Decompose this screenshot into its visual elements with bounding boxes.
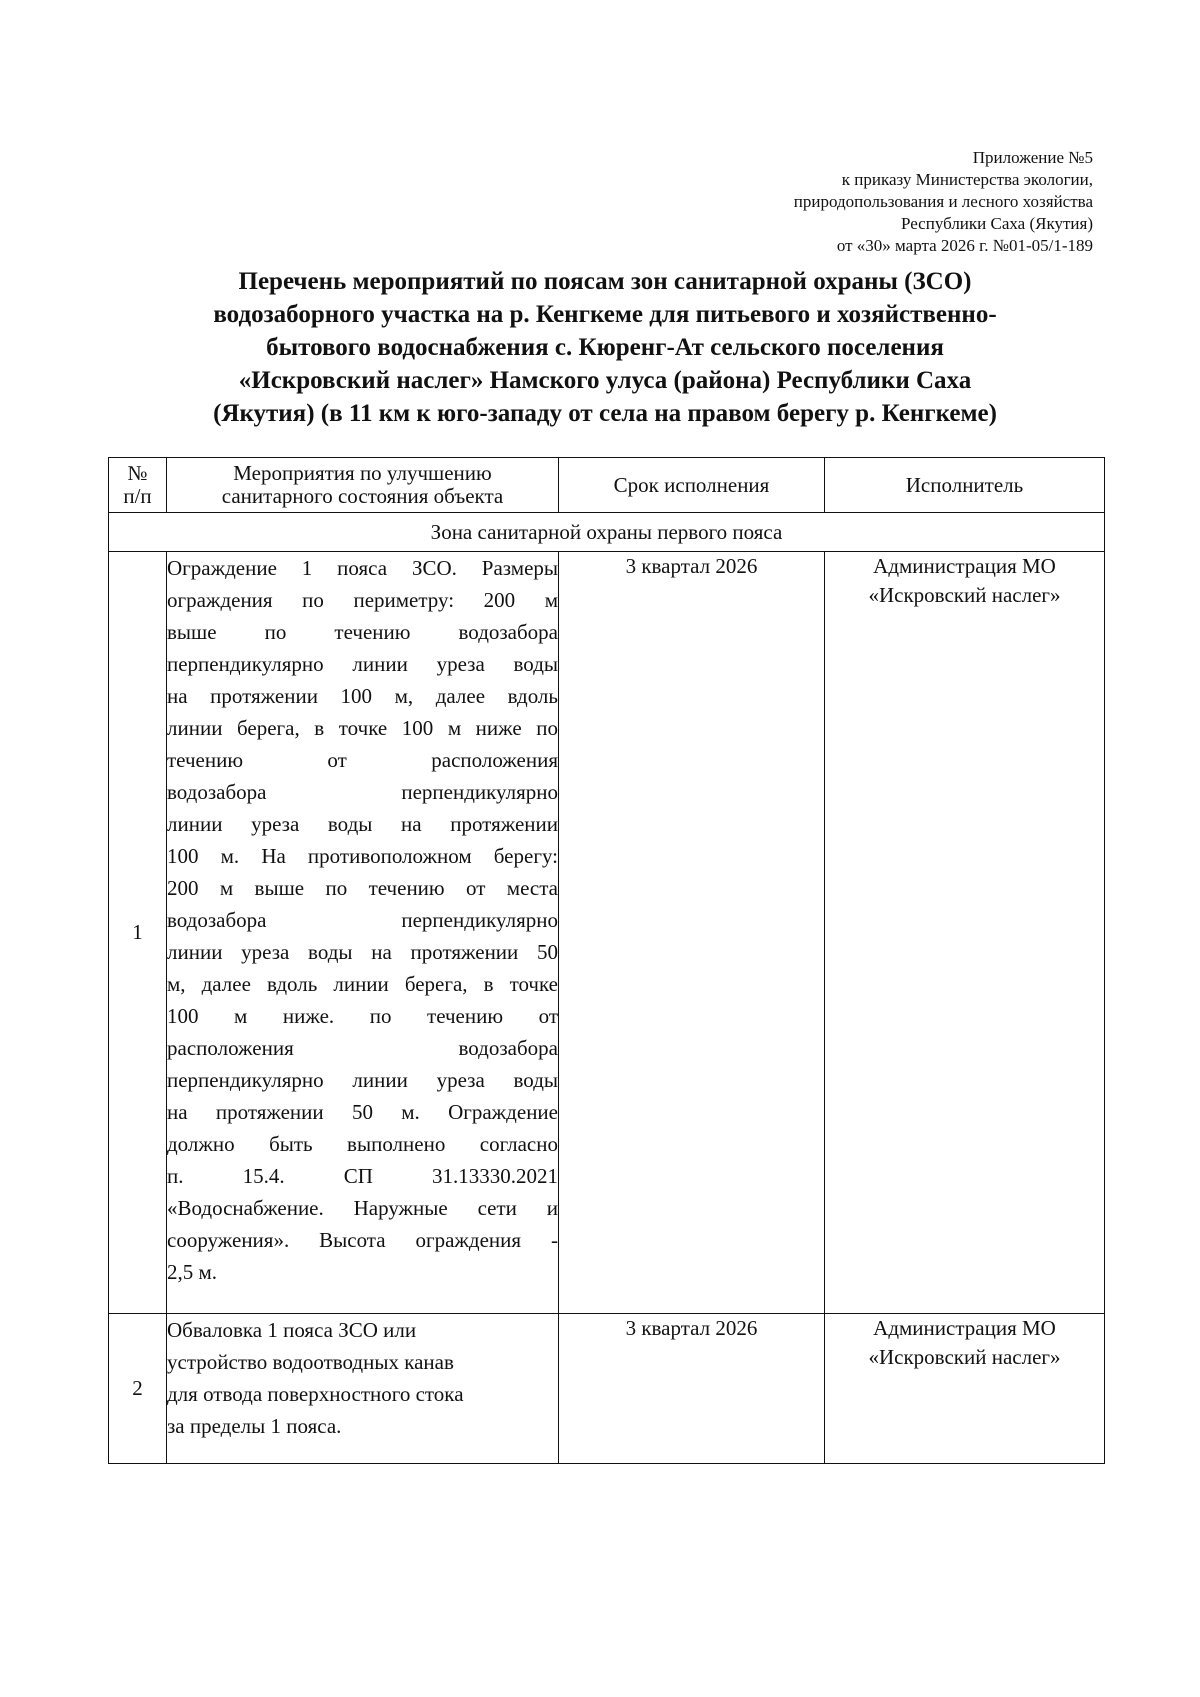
measure-text-line: перпендикулярно линии уреза воды <box>167 652 558 676</box>
row-number: 2 <box>109 1314 167 1464</box>
measure-text-line: для отвода поверхностного стока <box>167 1382 464 1406</box>
measure-text-line: течению от расположения <box>167 748 558 772</box>
measure-text-line: «Водоснабжение. Наружные сети и <box>167 1196 558 1220</box>
document-title <box>110 265 1100 430</box>
measure-text-line: Обваловка 1 пояса ЗСО или <box>167 1318 417 1342</box>
measure-text-line: ограждения по периметру: 200 м <box>167 588 558 612</box>
header-term: Срок исполнения <box>559 458 825 513</box>
measure-text-line: на протяжении 50 м. Ограждение <box>167 1100 558 1124</box>
row-executor-line: Администрация МО <box>873 554 1056 578</box>
measure-text-line: сооружения». Высота ограждения - <box>167 1228 558 1252</box>
title-line: (Якутия) (в 11 км к юго-западу от села на правом берегу р. Кенгкеме) <box>213 400 997 427</box>
measure-text-line: перпендикулярно линии уреза воды <box>167 1068 558 1092</box>
measure-text-line: выше по течению водозабора <box>167 620 558 644</box>
row-executor-line: «Искровский наслег» <box>868 1345 1061 1369</box>
title-line: водозаборного участка на р. Кенгкеме для питьевого и хозяйственно- <box>213 301 997 328</box>
title-line: бытового водоснабжения с. Кюренг-Ат сельского поселения <box>266 334 944 361</box>
header-number-line: п/п <box>123 484 152 508</box>
row-executor-line: Администрация МО <box>873 1316 1056 1340</box>
measure-text-line: расположения водозабора <box>167 1036 558 1060</box>
measure-text-line: линии берега, в точке 100 м ниже по <box>167 716 558 740</box>
table-row <box>109 552 1105 1314</box>
measure-text-line: устройство водоотводных канав <box>167 1350 454 1374</box>
measure-text-line: 2,5 м. <box>167 1260 218 1284</box>
row-term <box>559 552 825 1314</box>
zone-row <box>109 513 1105 552</box>
title-line: «Искровский наслег» Намского улуса (района) Республики Саха <box>238 367 972 394</box>
appendix-line: Республики Саха (Якутия) <box>900 214 1093 233</box>
zone-title: Зона санитарной охраны первого пояса <box>109 513 1105 552</box>
measure-text-line: 100 м ниже. по течению от <box>167 1004 558 1028</box>
appendix-reference <box>593 147 1093 257</box>
header-measure-line: санитарного состояния объекта <box>221 484 504 508</box>
measure-text-line: водозабора перпендикулярно <box>167 908 558 932</box>
title-line: Перечень мероприятий по поясам зон санитарной охраны (ЗСО) <box>238 268 972 295</box>
header-executor: Исполнитель <box>825 458 1105 513</box>
row-executor <box>825 1314 1105 1464</box>
measure-text-line: водозабора перпендикулярно <box>167 780 558 804</box>
table-header-row <box>109 458 1105 513</box>
appendix-line: к приказу Министерства экологии, <box>841 170 1093 189</box>
measure-text-line: Ограждение 1 пояса ЗСО. Размеры <box>167 556 558 580</box>
header-number <box>109 458 167 513</box>
row-measure <box>167 552 559 1314</box>
row-term-text: 3 квартал 2026 <box>625 1316 758 1340</box>
appendix-line: природопользования и лесного хозяйства <box>793 192 1093 211</box>
appendix-line: Приложение №5 <box>972 148 1093 167</box>
table-row <box>109 1314 1105 1464</box>
row-executor <box>825 552 1105 1314</box>
header-measure-line: Мероприятия по улучшению <box>233 461 492 485</box>
measure-text-line: линии уреза воды на протяжении 50 <box>167 940 558 964</box>
row-number: 1 <box>109 552 167 1314</box>
row-term-text: 3 квартал 2026 <box>625 554 758 578</box>
measure-text-line: 200 м выше по течению от места <box>167 876 558 900</box>
measure-text-line: должно быть выполнено согласно <box>167 1132 558 1156</box>
measure-text-line: м, далее вдоль линии берега, в точке <box>167 972 558 996</box>
row-term <box>559 1314 825 1464</box>
measure-text-line: на протяжении 100 м, далее вдоль <box>167 684 558 708</box>
measure-text-line: 100 м. На противоположном берегу: <box>167 844 558 868</box>
measure-text-line: за пределы 1 пояса. <box>167 1414 342 1438</box>
measure-text-line: линии уреза воды на протяжении <box>167 812 558 836</box>
measure-text-line: п. 15.4. СП 31.13330.2021 <box>167 1164 558 1188</box>
appendix-line: от «30» марта 2026 г. №01-05/1-189 <box>836 236 1093 255</box>
measures-table <box>108 457 1105 1464</box>
row-executor-line: «Искровский наслег» <box>868 583 1061 607</box>
row-measure <box>167 1314 559 1464</box>
header-number-line: № <box>127 461 148 485</box>
header-measure <box>167 458 559 513</box>
